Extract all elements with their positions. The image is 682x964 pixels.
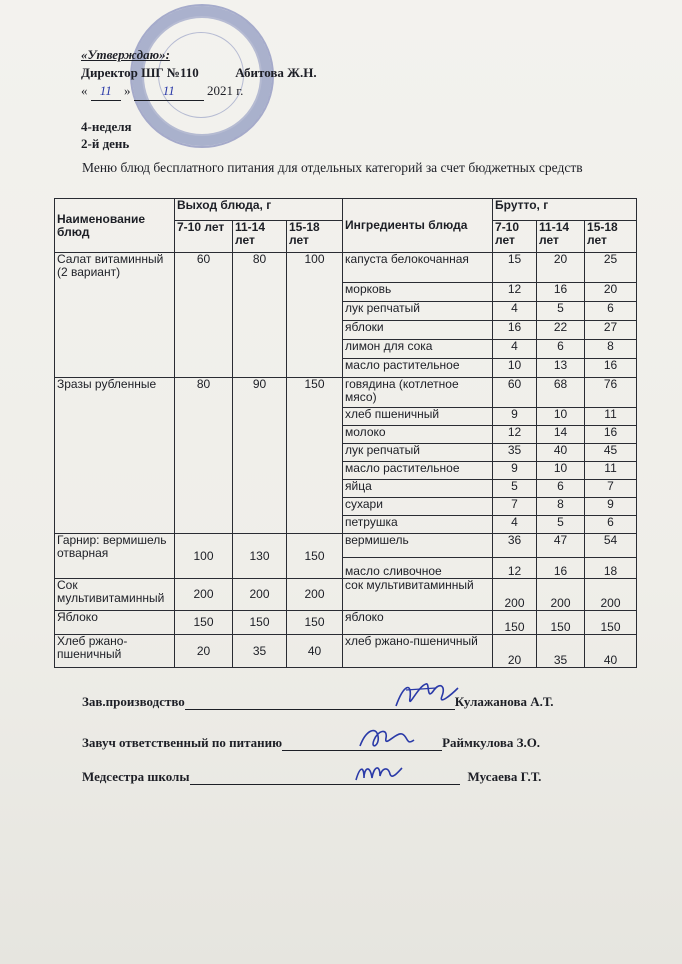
gross-11-14: 22 bbox=[537, 321, 585, 340]
ingredient-name: говядина (котлетное мясо) bbox=[343, 378, 493, 408]
gross-11-14: 150 bbox=[537, 611, 585, 635]
ingredient-name: яблоки bbox=[343, 321, 493, 340]
dish-name: Сок мультивитаминный bbox=[55, 579, 175, 611]
gross-7-10: 150 bbox=[493, 611, 537, 635]
yield-7-10: 100 bbox=[175, 534, 233, 579]
gross-15-18: 9 bbox=[585, 498, 637, 516]
yield-15-18: 200 bbox=[287, 579, 343, 611]
gross-7-10: 7 bbox=[493, 498, 537, 516]
table-row bbox=[55, 534, 637, 558]
gross-15-18: 7 bbox=[585, 480, 637, 498]
signature-line bbox=[190, 784, 460, 785]
gross-7-10: 15 bbox=[493, 253, 537, 283]
gross-11-14: 5 bbox=[537, 516, 585, 534]
header-gross-age-7-10: 7-10 лет bbox=[493, 221, 537, 253]
menu-table bbox=[54, 198, 637, 668]
gross-7-10: 12 bbox=[493, 283, 537, 302]
production-name: Кулажанова А.Т. bbox=[454, 694, 554, 709]
gross-11-14: 6 bbox=[537, 340, 585, 359]
yield-11-14: 35 bbox=[233, 635, 287, 668]
gross-7-10: 5 bbox=[493, 480, 537, 498]
table-row bbox=[55, 611, 637, 635]
gross-15-18: 11 bbox=[585, 408, 637, 426]
header-gross: Брутто, г bbox=[493, 199, 637, 221]
yield-15-18: 40 bbox=[287, 635, 343, 668]
gross-11-14: 10 bbox=[537, 408, 585, 426]
gross-7-10: 16 bbox=[493, 321, 537, 340]
menu-title: Меню блюд бесплатного питания для отдельных категорий за счет бюджетных средств bbox=[82, 160, 583, 175]
date-year: 2021 г. bbox=[207, 83, 244, 98]
gross-7-10: 9 bbox=[493, 408, 537, 426]
ingredient-name: лук репчатый bbox=[343, 444, 493, 462]
head-name: Раймкулова З.О. bbox=[442, 735, 541, 750]
week-label: 4-неделя bbox=[81, 119, 132, 134]
gross-11-14: 40 bbox=[537, 444, 585, 462]
ingredient-name: яйца bbox=[343, 480, 493, 498]
ingredient-name: масло сливочное bbox=[343, 558, 493, 579]
header-ingredients: Ингредиенты блюда bbox=[343, 199, 493, 253]
table-row bbox=[55, 579, 637, 611]
ingredient-name: молоко bbox=[343, 426, 493, 444]
yield-15-18: 100 bbox=[287, 253, 343, 378]
yield-7-10: 200 bbox=[175, 579, 233, 611]
approval-block bbox=[81, 46, 317, 101]
gross-7-10: 60 bbox=[493, 378, 537, 408]
gross-11-14: 16 bbox=[537, 283, 585, 302]
date-month: 11 bbox=[134, 82, 204, 101]
nurse-name: Мусаева Г.Т. bbox=[467, 769, 542, 784]
gross-15-18: 6 bbox=[585, 302, 637, 321]
ingredient-name: капуста белокочанная bbox=[343, 253, 493, 283]
ingredient-name: петрушка bbox=[343, 516, 493, 534]
gross-15-18: 16 bbox=[585, 426, 637, 444]
yield-11-14: 80 bbox=[233, 253, 287, 378]
gross-11-14: 35 bbox=[537, 635, 585, 668]
ingredient-name: вермишель bbox=[343, 534, 493, 558]
header-yield-age-7-10: 7-10 лет bbox=[175, 221, 233, 253]
table-row bbox=[55, 378, 637, 408]
ingredient-name: масло растительное bbox=[343, 359, 493, 378]
ingredient-name: лук репчатый bbox=[343, 302, 493, 321]
gross-11-14: 68 bbox=[537, 378, 585, 408]
gross-15-18: 54 bbox=[585, 534, 637, 558]
ingredient-name: морковь bbox=[343, 283, 493, 302]
gross-15-18: 76 bbox=[585, 378, 637, 408]
gross-15-18: 25 bbox=[585, 253, 637, 283]
gross-7-10: 36 bbox=[493, 534, 537, 558]
nurse-signature-icon bbox=[352, 758, 404, 786]
gross-11-14: 10 bbox=[537, 462, 585, 480]
gross-11-14: 5 bbox=[537, 302, 585, 321]
signature-production bbox=[82, 694, 554, 710]
yield-11-14: 150 bbox=[233, 611, 287, 635]
gross-11-14: 13 bbox=[537, 359, 585, 378]
dish-name: Зразы рубленные bbox=[55, 378, 175, 534]
header-yield-age-15-18: 15-18 лет bbox=[287, 221, 343, 253]
date-open: « bbox=[81, 83, 88, 98]
dish-name: Яблоко bbox=[55, 611, 175, 635]
dish-name: Хлеб ржано-пшеничный bbox=[55, 635, 175, 668]
yield-11-14: 90 bbox=[233, 378, 287, 534]
gross-15-18: 11 bbox=[585, 462, 637, 480]
gross-7-10: 4 bbox=[493, 340, 537, 359]
gross-7-10: 35 bbox=[493, 444, 537, 462]
ingredient-name: хлеб ржано-пшеничный bbox=[343, 635, 493, 668]
gross-15-18: 200 bbox=[585, 579, 637, 611]
gross-15-18: 45 bbox=[585, 444, 637, 462]
gross-7-10: 12 bbox=[493, 426, 537, 444]
signature-head bbox=[82, 735, 540, 751]
gross-15-18: 8 bbox=[585, 340, 637, 359]
date-day: 11 bbox=[91, 82, 121, 101]
gross-15-18: 20 bbox=[585, 283, 637, 302]
gross-11-14: 20 bbox=[537, 253, 585, 283]
gross-7-10: 4 bbox=[493, 302, 537, 321]
yield-7-10: 60 bbox=[175, 253, 233, 378]
gross-11-14: 47 bbox=[537, 534, 585, 558]
gross-11-14: 14 bbox=[537, 426, 585, 444]
director-line bbox=[81, 64, 317, 82]
day-label: 2-й день bbox=[81, 136, 130, 151]
gross-15-18: 6 bbox=[585, 516, 637, 534]
ingredient-name: яблоко bbox=[343, 611, 493, 635]
header-dish: Наименование блюд bbox=[55, 199, 175, 253]
gross-11-14: 8 bbox=[537, 498, 585, 516]
director-title: Директор ШГ №110 bbox=[81, 65, 199, 80]
ingredient-name: сухари bbox=[343, 498, 493, 516]
head-label: Завуч ответственный по питанию bbox=[82, 735, 283, 750]
yield-15-18: 150 bbox=[287, 534, 343, 579]
table-row bbox=[55, 635, 637, 668]
approval-date bbox=[81, 82, 317, 101]
gross-7-10: 200 bbox=[493, 579, 537, 611]
gross-15-18: 150 bbox=[585, 611, 637, 635]
signature-nurse bbox=[82, 769, 541, 785]
gross-7-10: 12 bbox=[493, 558, 537, 579]
gross-11-14: 6 bbox=[537, 480, 585, 498]
yield-15-18: 150 bbox=[287, 611, 343, 635]
production-signature-icon bbox=[392, 676, 462, 716]
director-name: Абитова Ж.Н. bbox=[235, 65, 317, 80]
dish-name: Гарнир: вермишель отварная bbox=[55, 534, 175, 579]
head-signature-icon bbox=[356, 720, 416, 756]
approve-label: «Утверждаю»: bbox=[81, 47, 170, 62]
header-gross-age-15-18: 15-18 лет bbox=[585, 221, 637, 253]
gross-7-10: 10 bbox=[493, 359, 537, 378]
table-row bbox=[55, 253, 637, 283]
dish-name: Салат витаминный (2 вариант) bbox=[55, 253, 175, 378]
header-yield-age-11-14: 11-14 лет bbox=[233, 221, 287, 253]
ingredient-name: лимон для сока bbox=[343, 340, 493, 359]
week-block bbox=[81, 118, 132, 152]
gross-15-18: 16 bbox=[585, 359, 637, 378]
gross-15-18: 18 bbox=[585, 558, 637, 579]
yield-11-14: 200 bbox=[233, 579, 287, 611]
nurse-label: Медсестра школы bbox=[82, 769, 190, 784]
gross-7-10: 4 bbox=[493, 516, 537, 534]
gross-15-18: 40 bbox=[585, 635, 637, 668]
ingredient-name: масло растительное bbox=[343, 462, 493, 480]
yield-7-10: 20 bbox=[175, 635, 233, 668]
header-yield: Выход блюда, г bbox=[175, 199, 343, 221]
yield-15-18: 150 bbox=[287, 378, 343, 534]
gross-11-14: 200 bbox=[537, 579, 585, 611]
production-label: Зав.производство bbox=[82, 694, 185, 709]
date-mid: » bbox=[124, 83, 131, 98]
gross-11-14: 16 bbox=[537, 558, 585, 579]
ingredient-name: хлеб пшеничный bbox=[343, 408, 493, 426]
header-gross-age-11-14: 11-14 лет bbox=[537, 221, 585, 253]
gross-7-10: 20 bbox=[493, 635, 537, 668]
ingredient-name: сок мультивитаминный bbox=[343, 579, 493, 611]
yield-7-10: 80 bbox=[175, 378, 233, 534]
gross-7-10: 9 bbox=[493, 462, 537, 480]
yield-11-14: 130 bbox=[233, 534, 287, 579]
gross-15-18: 27 bbox=[585, 321, 637, 340]
yield-7-10: 150 bbox=[175, 611, 233, 635]
